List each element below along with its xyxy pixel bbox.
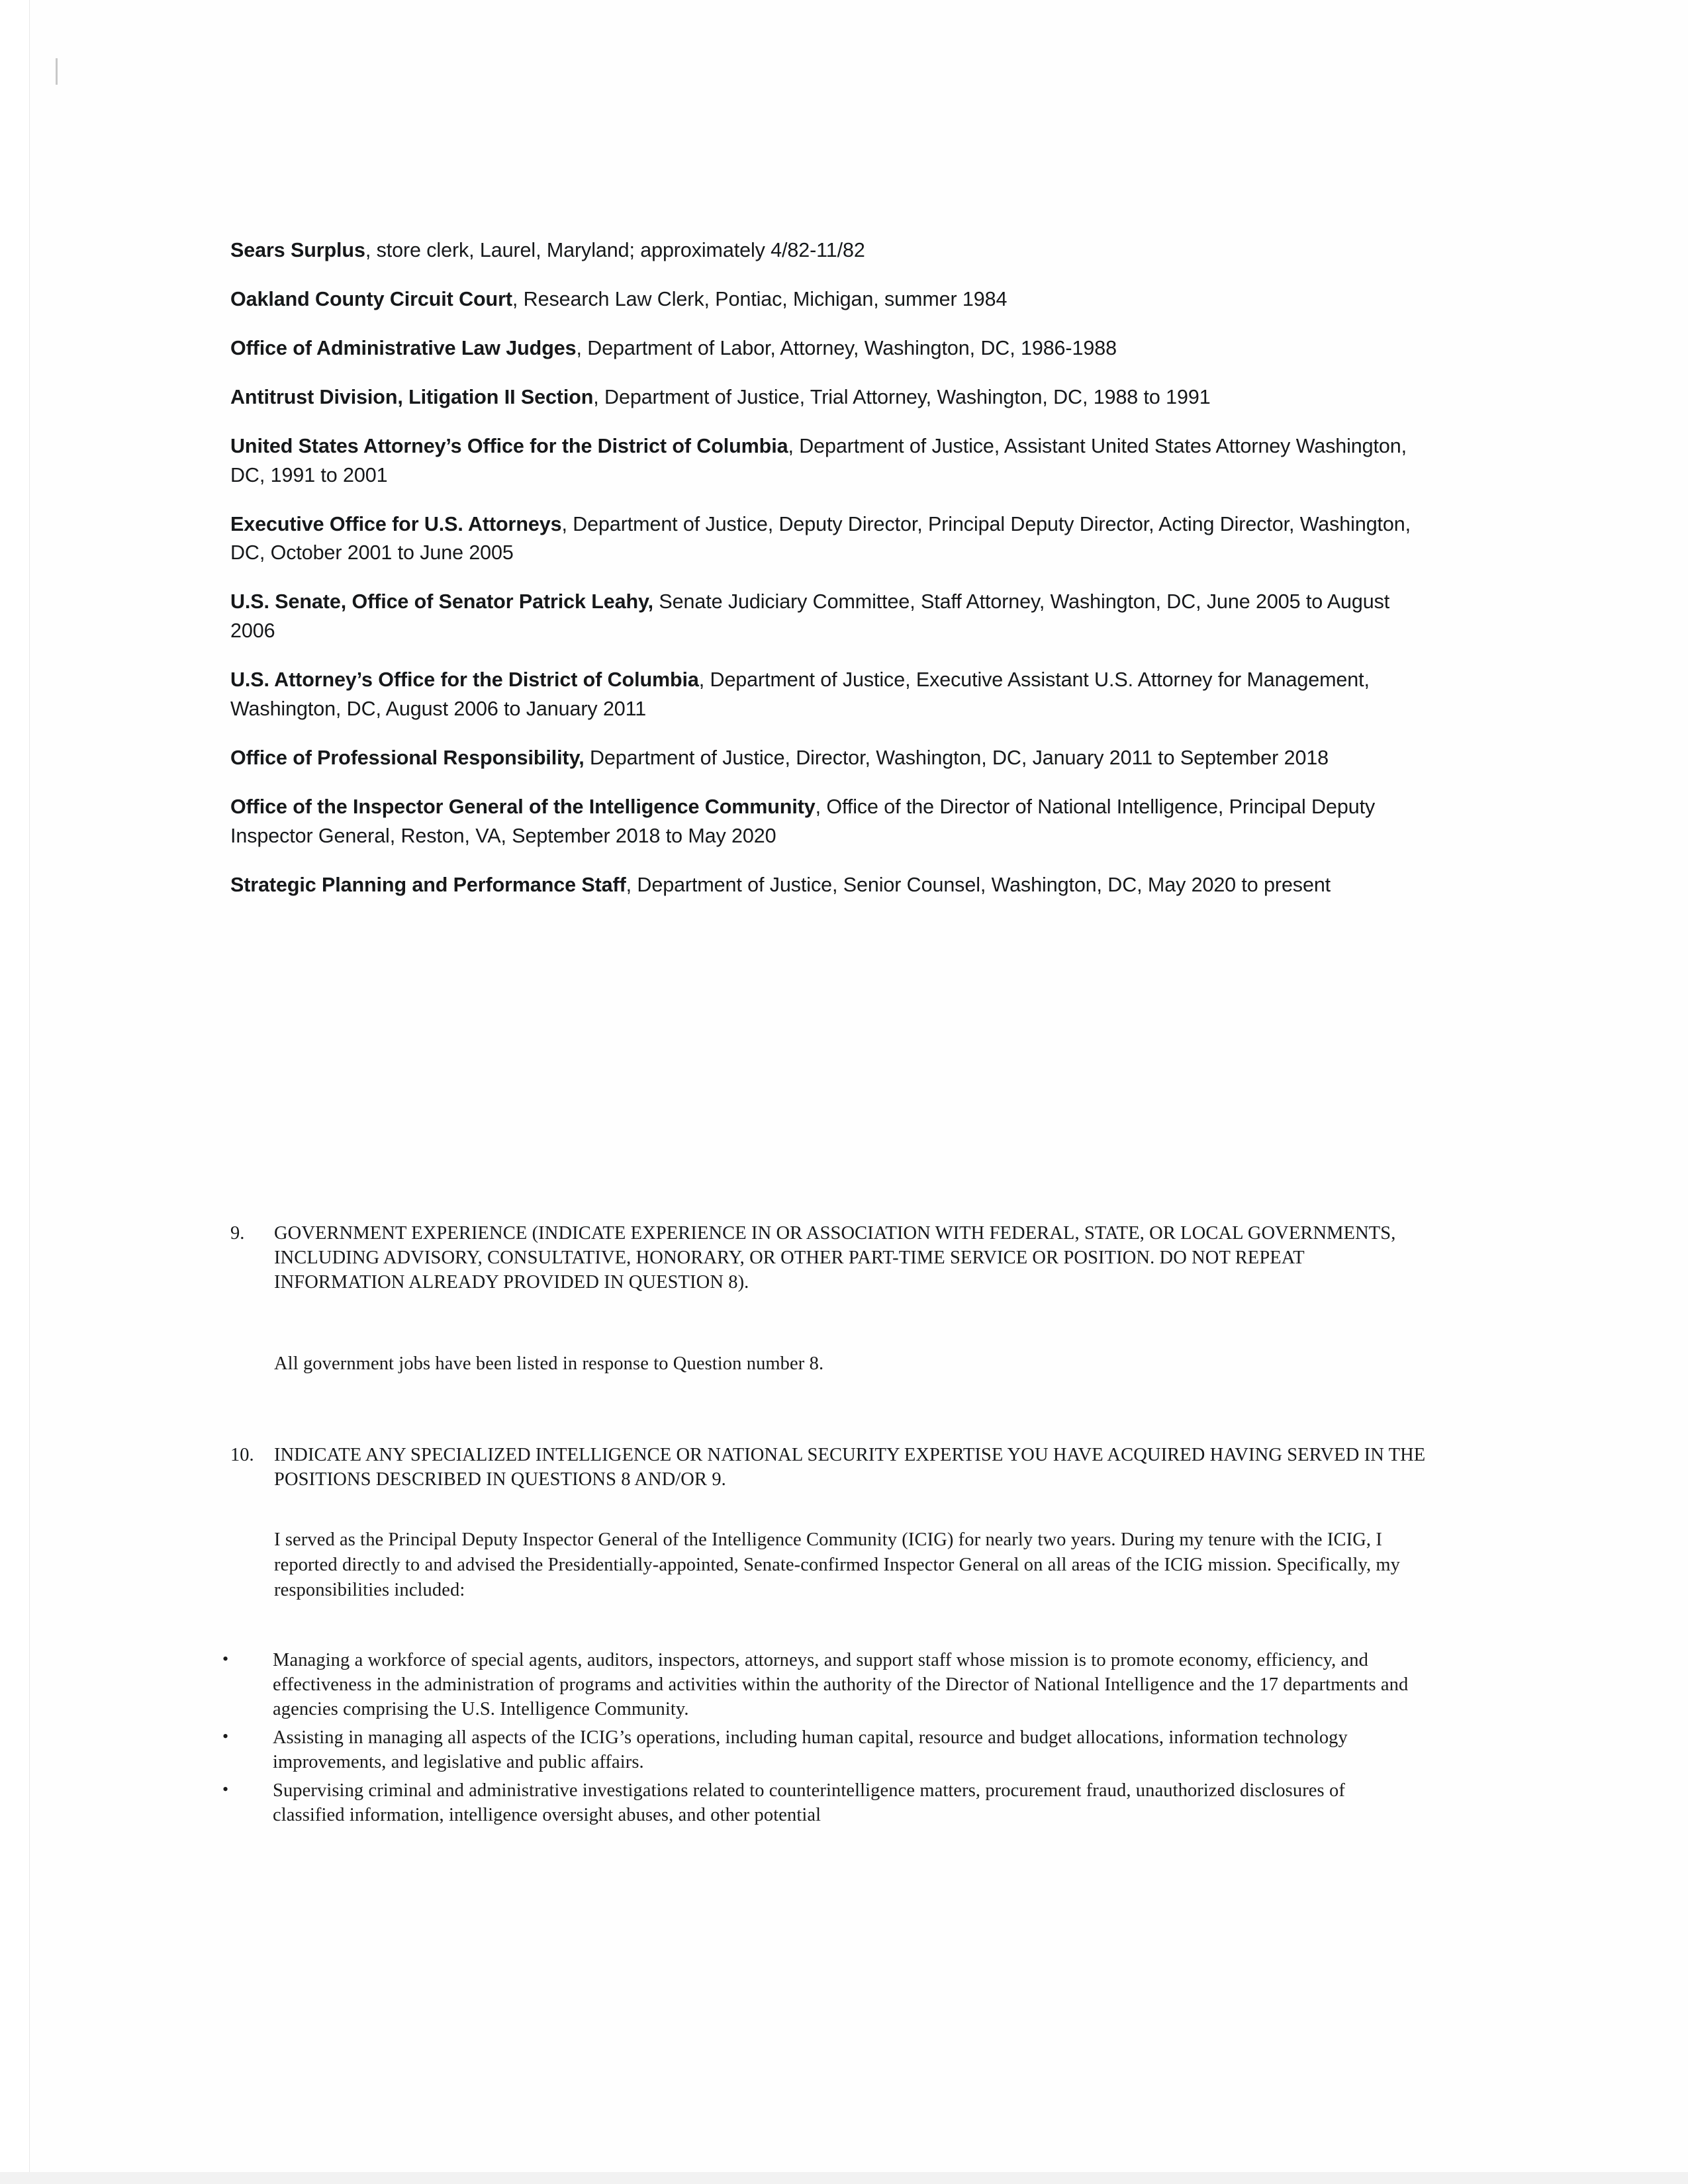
employer-detail: , Research Law Clerk, Pontiac, Michigan, summer 1984 — [512, 287, 1008, 310]
employer-detail: , Department of Justice, Senior Counsel, Washington, DC, May 2020 to present — [626, 873, 1331, 896]
employer-name: Executive Office for U.S. Attorneys — [230, 512, 562, 535]
employer-name: United States Attorney’s Office for the District of Columbia — [230, 434, 788, 457]
list-item — [218, 1648, 1417, 1721]
employer-name: Office of Administrative Law Judges — [230, 336, 577, 359]
scan-left-margin — [0, 0, 30, 2184]
bullet-text: Assisting in managing all aspects of the ICIG’s operations, including human capital, resource and budget allocations, information technology improvements, and legislative and public affairs. — [273, 1727, 1348, 1773]
employment-history-list — [230, 216, 1422, 919]
employer-detail: , Department of Justice, Assistant United States Attorney Washington, DC, 1991 to 2001 — [230, 434, 1407, 486]
list-item — [230, 793, 1422, 850]
employer-name: Strategic Planning and Performance Staff — [230, 873, 626, 896]
question-9-answer: All government jobs have been listed in response to Question number 8. — [274, 1353, 824, 1374]
employer-detail: , Department of Justice, Trial Attorney, Washington, DC, 1988 to 1991 — [593, 385, 1211, 408]
employer-detail: , Office of the Director of National Intelligence, Principal Deputy Inspector General, Reston, VA, September 2018 to May 2020 — [230, 795, 1376, 847]
employer-name: Oakland County Circuit Court — [230, 287, 512, 310]
employer-detail: , Department of Justice, Deputy Director, Principal Deputy Director, Acting Director, Washington, DC, October 2001 to June 2005 — [230, 512, 1411, 565]
list-item — [230, 236, 1422, 265]
question-number: 10. — [230, 1445, 254, 1465]
question-number: 9. — [230, 1223, 245, 1244]
list-item — [230, 588, 1422, 645]
bullet-icon: • — [222, 1727, 229, 1747]
bullet-text: Supervising criminal and administrative investigations related to counterintelligence matters, procurement fraud, unauthorized disclosures of classified information, intelligence oversight abuses, and other potential — [273, 1780, 1345, 1826]
list-item — [230, 510, 1422, 568]
employer-detail: , Department of Justice, Executive Assistant U.S. Attorney for Management, Washington, DC, August 2006 to January 2011 — [230, 668, 1370, 720]
employer-detail: Department of Justice, Director, Washington, DC, January 2011 to September 2018 — [584, 746, 1329, 769]
question-9 — [230, 1221, 1415, 1295]
employer-name: Sears Surplus — [230, 238, 365, 261]
list-item — [230, 871, 1422, 900]
bullet-text: Managing a workforce of special agents, auditors, inspectors, attorneys, and support staff whose mission is to promote economy, efficiency, and effectiveness in the administration of programs and activities within the authority of the Director of National Intelligence and the 17 departments and agencies comprising the U.S. Intelligence Community. — [273, 1650, 1409, 1720]
list-item — [230, 432, 1422, 490]
employer-name: Antitrust Division, Litigation II Section — [230, 385, 594, 408]
bullet-icon: • — [222, 1649, 229, 1668]
employer-detail: , Department of Labor, Attorney, Washington, DC, 1986-1988 — [576, 336, 1117, 359]
employer-detail: , store clerk, Laurel, Maryland; approximately 4/82-11/82 — [365, 238, 865, 261]
list-item — [230, 334, 1422, 363]
question-prompt: GOVERNMENT EXPERIENCE (INDICATE EXPERIENCE IN OR ASSOCIATION WITH FEDERAL, STATE, OR LOCAL GOVERNMENTS, INCLUDING ADVISORY, CONSULTATIVE, HONORARY, OR OTHER PART-TIME SERVICE OR POSITION. DO NOT REPEAT INFORMATION ALREADY PROVIDED IN QUESTION 8). — [274, 1223, 1396, 1293]
list-item — [218, 1778, 1417, 1827]
bullet-icon: • — [222, 1780, 229, 1799]
responsibilities-bullet-list — [218, 1648, 1417, 1831]
employer-name: U.S. Senate, Office of Senator Patrick Leahy, — [230, 590, 654, 614]
list-item — [230, 383, 1422, 412]
question-prompt: INDICATE ANY SPECIALIZED INTELLIGENCE OR NATIONAL SECURITY EXPERTISE YOU HAVE ACQUIRED HAVING SERVED IN THE POSITIONS DESCRIBED IN QUESTIONS 8 AND/OR 9. — [274, 1445, 1426, 1490]
employer-name: U.S. Attorney’s Office for the District of Columbia — [230, 668, 699, 692]
list-item — [218, 1725, 1417, 1774]
employer-name: Office of the Inspector General of the Intelligence Community — [230, 795, 816, 818]
employer-detail: Senate Judiciary Committee, Staff Attorney, Washington, DC, June 2005 to August 2006 — [230, 590, 1390, 642]
question-10-answer: I served as the Principal Deputy Inspector General of the Intelligence Community (ICIG) for nearly two years. During my tenure with the ICIG, I reported directly to and advised the Presidentially-appointed, Senate-confirmed Inspector General on all areas of the ICIG mission. Specifically, my responsibilities included: — [274, 1529, 1401, 1601]
question-10 — [230, 1443, 1429, 1492]
list-item — [230, 666, 1422, 723]
list-item — [230, 744, 1422, 773]
list-item — [230, 285, 1422, 314]
scan-artifact-mark — [56, 58, 58, 85]
employer-name: Office of Professional Responsibility, — [230, 746, 585, 769]
scan-bottom-edge — [0, 2172, 1688, 2184]
